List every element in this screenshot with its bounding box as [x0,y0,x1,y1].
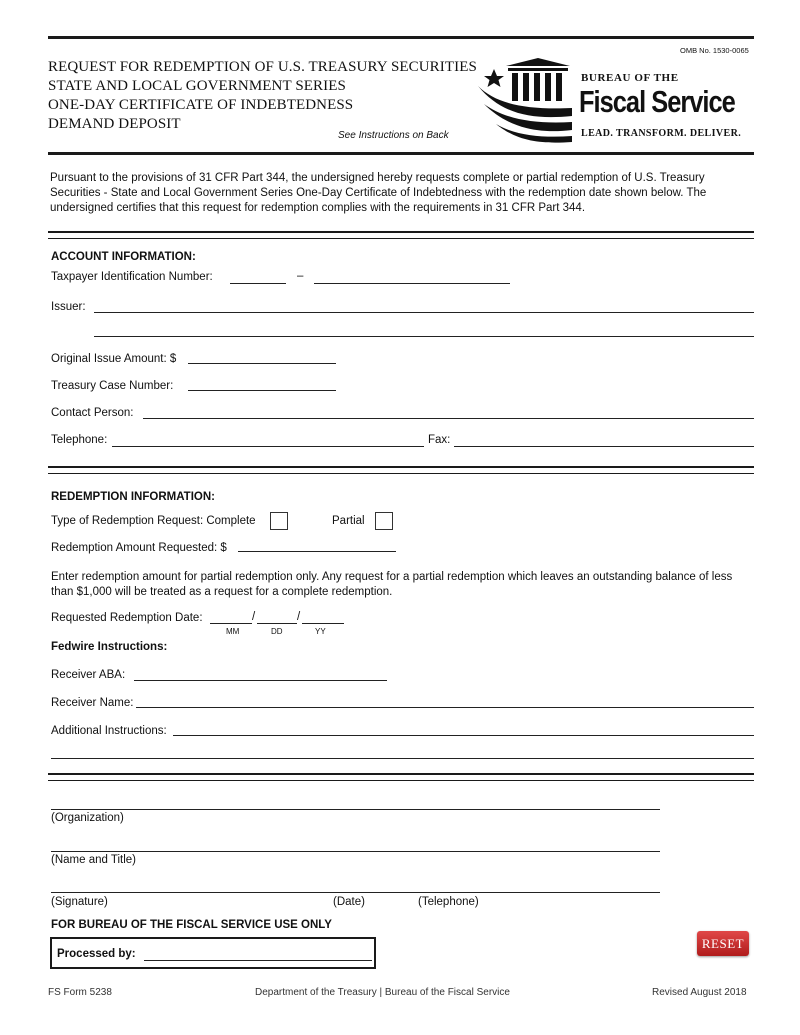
tin-dash: – [297,270,304,282]
partial-redemption-note: Enter redemption amount for partial redemption only. Any request for a partial redemption which leaves an outstanding balance of less than $1,000 will be treated as a request for a complete redemption. [51,571,733,598]
issuer-field-line1[interactable] [94,312,754,313]
receiver-name-label: Receiver Name: [51,697,134,709]
partial-label: Partial [332,515,365,527]
telephone-field[interactable] [112,446,424,447]
form-title [48,58,477,134]
complete-checkbox[interactable] [270,512,288,530]
contact-field[interactable] [143,418,754,419]
section-divider-2 [48,466,754,474]
logo-fiscal-service: Fiscal Service [579,84,735,119]
yy-caption: YY [315,627,326,636]
footer-department: Department of the Treasury | Bureau of the Fiscal Service [255,987,510,998]
footer-revised: Revised August 2018 [652,987,747,998]
omb-number: OMB No. 1530-0065 [680,46,749,55]
title-line-1: REQUEST FOR REDEMPTION OF U.S. TREASURY SECURITIES [48,59,477,75]
reset-button[interactable]: RESET [697,931,749,956]
date-mm-field[interactable] [210,623,252,624]
title-line-3: ONE-DAY CERTIFICATE OF INDEBTEDNESS [48,97,354,113]
name-title-caption: (Name and Title) [51,854,137,866]
section-divider-3 [48,773,754,781]
fax-field[interactable] [454,446,754,447]
contact-label: Contact Person: [51,407,134,419]
fiscal-service-logo [476,54,756,144]
signature-caption: (Signature) [51,896,108,908]
redemption-amount-field[interactable] [238,551,396,552]
intro-paragraph: Pursuant to the provisions of 31 CFR Part 344, the undersigned hereby requests complete or partial redemption of U.S. Treasury Securities - State and Local Government Series One-Day Certificate of Indebtedness with the redemption date shown below. The undersigned certifies that this request for redemption complies with the requirements in 31 CFR Part 344. [50,172,707,214]
bureau-use-box [50,937,376,969]
signature-date-telephone-field[interactable] [51,892,660,893]
logo-tagline: LEAD. TRANSFORM. DELIVER. [581,128,742,139]
redemption-amount-label: Redemption Amount Requested: $ [51,542,227,554]
fedwire-heading: Fedwire Instructions: [51,641,168,653]
organization-caption: (Organization) [51,812,124,824]
additional-instructions-field-2[interactable] [51,758,754,759]
date-sep-2: / [297,611,301,623]
bureau-building-icon [476,54,576,144]
redemption-type-label: Type of Redemption Request: Complete [51,515,256,527]
date-sep-1: / [252,611,256,623]
receiver-aba-field[interactable] [134,680,387,681]
case-number-field[interactable] [188,390,336,391]
title-line-4: DEMAND DEPOSIT [48,116,181,132]
issuer-label: Issuer: [51,301,86,313]
telephone-caption: (Telephone) [418,896,479,908]
telephone-label: Telephone: [51,434,108,446]
mm-caption: MM [226,627,240,636]
fax-label: Fax: [428,434,451,446]
header-bottom-rule [48,152,754,155]
tin-field-part2[interactable] [314,283,510,284]
receiver-name-field[interactable] [136,707,754,708]
name-title-field[interactable] [51,851,660,852]
organization-field[interactable] [51,809,660,810]
date-dd-field[interactable] [257,623,297,624]
section-divider-1 [48,231,754,239]
footer-form-number: FS Form 5238 [48,987,112,998]
redemption-date-label: Requested Redemption Date: [51,612,203,624]
tin-field-part1[interactable] [230,283,286,284]
see-instructions: See Instructions on Back [338,130,449,141]
tin-label: Taxpayer Identification Number: [51,271,213,283]
original-issue-label: Original Issue Amount: $ [51,353,177,365]
partial-checkbox[interactable] [375,512,393,530]
case-number-label: Treasury Case Number: [51,380,174,392]
top-rule [48,36,754,39]
date-caption: (Date) [333,896,365,908]
bureau-use-heading: FOR BUREAU OF THE FISCAL SERVICE USE ONLY [51,919,332,931]
original-issue-field[interactable] [188,363,336,364]
processed-by-label: Processed by: [57,948,136,960]
additional-instructions-field-1[interactable] [173,735,754,736]
date-yy-field[interactable] [302,623,344,624]
title-line-2: STATE AND LOCAL GOVERNMENT SERIES [48,78,346,94]
dd-caption: DD [271,627,283,636]
receiver-aba-label: Receiver ABA: [51,669,126,681]
account-heading: ACCOUNT INFORMATION: [51,251,196,263]
processed-by-field[interactable] [144,960,372,961]
additional-instructions-label: Additional Instructions: [51,725,167,737]
redemption-heading: REDEMPTION INFORMATION: [51,491,215,503]
logo-bureau-of-the: BUREAU OF THE [581,72,679,84]
issuer-field-line2[interactable] [94,336,754,337]
